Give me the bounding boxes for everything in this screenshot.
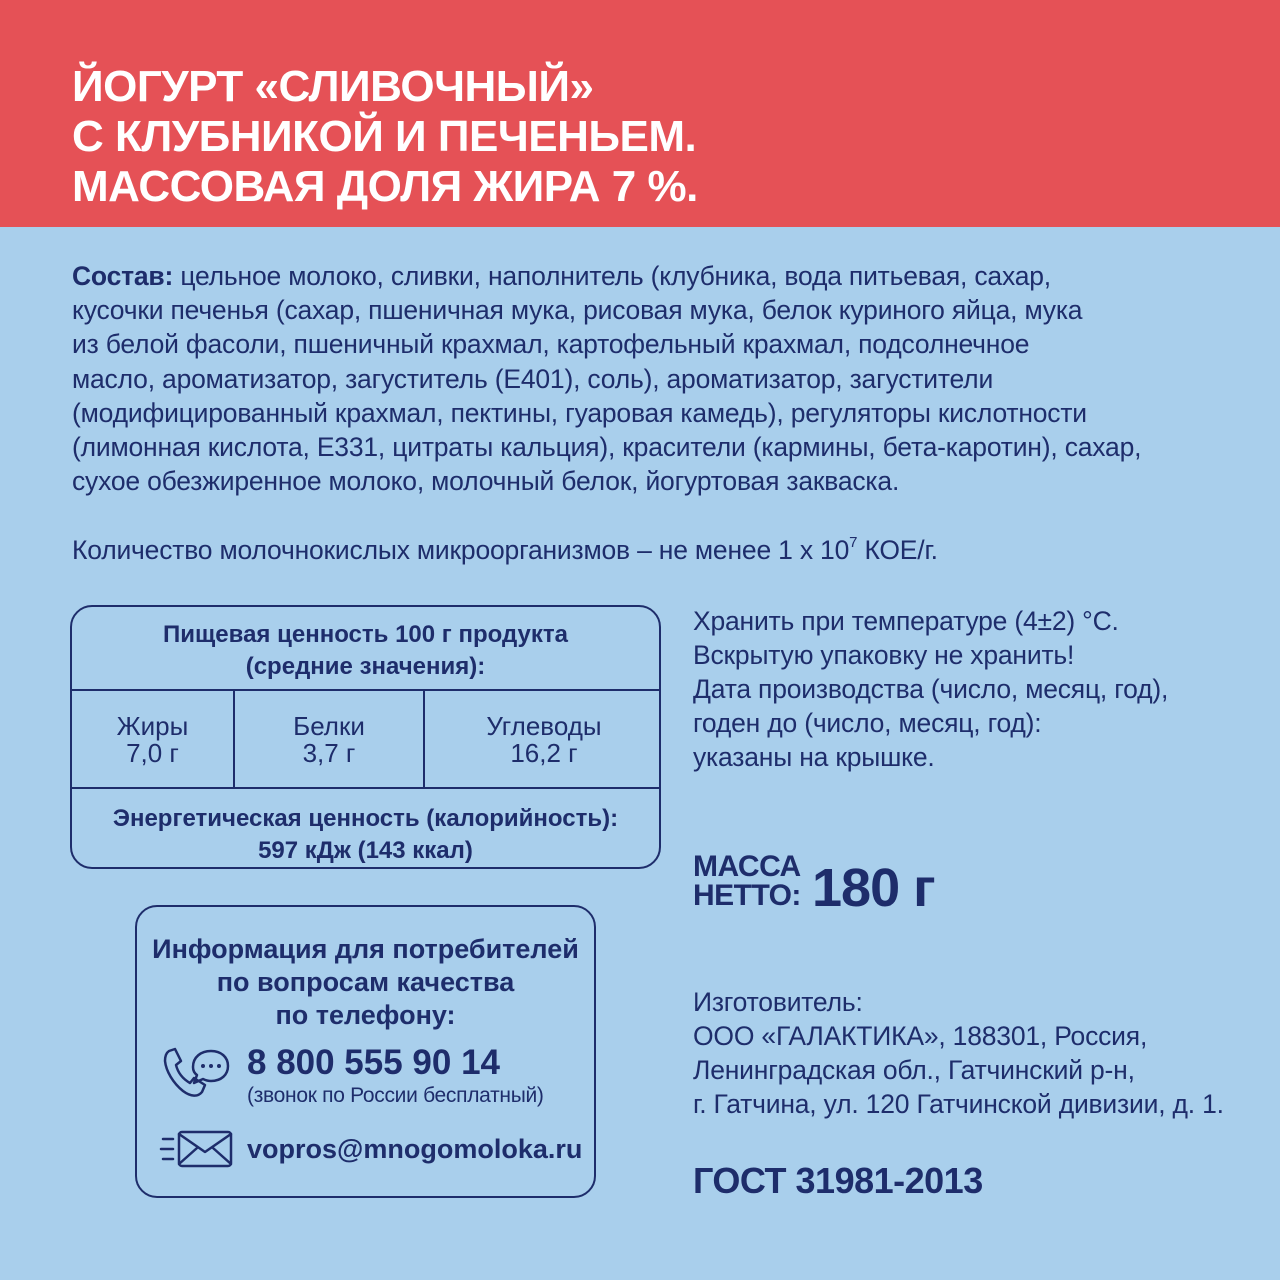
header-banner (0, 0, 1280, 227)
nutrition-table (70, 605, 661, 869)
composition-line-4: масло, ароматизатор, загуститель (Е401), соль), ароматизатор, загустители (72, 364, 994, 394)
consumer-info-title (137, 933, 594, 1032)
manufacturer-line-2: ООО «ГАЛАКТИКА», 188301, Россия, (693, 1021, 1148, 1051)
nutrition-cell-fats (72, 691, 235, 787)
nutrition-title-line-2: (средние значения): (245, 653, 486, 680)
composition-line-2: кусочки печенья (сахар, пшеничная мука, рисовая мука, белок куриного яйца, мука (72, 295, 1083, 325)
microorganisms-text: Количество молочнокислых микроорганизмов – не менее 1 х 10 (72, 535, 850, 565)
nutrition-title-line-1: Пищевая ценность 100 г продукта (163, 621, 568, 648)
phone-chat-icon (161, 1045, 231, 1101)
composition-line-5: (модифицированный крахмал, пектины, гуаровая камедь), регуляторы кислотности (72, 398, 1087, 428)
nutrition-proteins-value: 3,7 г (302, 738, 356, 768)
nutrition-cell-proteins (235, 691, 425, 787)
composition-line-6: (лимонная кислота, Е331, цитраты кальция), красители (кармины, бета-каротин), сахар, (72, 432, 1142, 462)
nutrition-carbs-value: 16,2 г (510, 738, 578, 768)
composition-text-1: цельное молоко, сливки, наполнитель (клубника, вода питьевая, сахар, (173, 261, 1051, 291)
storage-line-4: годен до (число, месяц, год): (693, 708, 1042, 738)
nutrition-energy-label: Энергетическая ценность (калорийность): (112, 805, 619, 832)
net-weight-label-line-2: НЕТТО: (693, 879, 801, 912)
nutrition-fats-value: 7,0 г (126, 738, 179, 768)
nutrition-fats-label: Жиры (116, 711, 189, 741)
storage-line-3: Дата производства (число, месяц, год), (693, 674, 1169, 704)
product-title-line-2: С КЛУБНИКОЙ И ПЕЧЕНЬЕМ. (72, 112, 697, 161)
phone-number[interactable]: 8 800 555 90 14 (247, 1043, 501, 1082)
microorganisms-exponent: 7 (849, 534, 858, 551)
microorganisms-suffix: КОЕ/г. (857, 535, 938, 565)
consumer-info-title-line-1: Информация для потребителей (152, 934, 579, 964)
nutrition-carbs-label: Углеводы (486, 711, 602, 741)
manufacturer-line-4: г. Гатчина, ул. 120 Гатчинской дивизии, д. 1. (693, 1089, 1224, 1119)
manufacturer-line-1: Изготовитель: (693, 987, 863, 1017)
consumer-info-title-line-3: по телефону: (275, 1000, 456, 1030)
consumer-info-box (135, 905, 596, 1198)
composition-label: Состав: (72, 261, 174, 291)
manufacturer-line-3: Ленинградская обл., Гатчинский р-н, (693, 1055, 1135, 1085)
product-title-line-3: МАССОВАЯ ДОЛЯ ЖИРА 7 %. (72, 162, 698, 211)
composition-line-1 (72, 259, 1051, 293)
composition-line-3: из белой фасоли, пшеничный крахмал, картофельный крахмал, подсолнечное (72, 329, 1030, 359)
nutrition-energy (72, 789, 659, 869)
gost-standard: ГОСТ 31981-2013 (693, 1160, 983, 1201)
nutrition-title (72, 607, 659, 691)
composition-line-7: сухое обезжиренное молоко, молочный белок, йогуртовая закваска. (72, 466, 900, 496)
phone-note: (звонок по России бесплатный) (247, 1084, 544, 1107)
storage-line-5: указаны на крышке. (693, 742, 935, 772)
consumer-info-title-line-2: по вопросам качества (216, 967, 515, 997)
storage-line-1: Хранить при температуре (4±2) °С. (693, 606, 1119, 636)
storage-line-2: Вскрытую упаковку не хранить! (693, 640, 1075, 670)
net-weight-value: 180 г (812, 858, 935, 918)
envelope-icon (159, 1129, 235, 1169)
net-weight-label-line-1: МАССА (693, 850, 801, 883)
nutrition-proteins-label: Белки (293, 711, 365, 741)
nutrition-cell-carbs (425, 691, 661, 787)
microorganisms-note (72, 533, 938, 567)
net-weight-label (693, 852, 801, 910)
product-title-line-1: ЙОГУРТ «СЛИВОЧНЫЙ» (72, 62, 594, 111)
nutrition-values-row (72, 691, 659, 789)
nutrition-energy-value: 597 кДж (143 ккал) (258, 837, 473, 864)
email-link[interactable]: vopros@mnogomoloka.ru (247, 1134, 583, 1164)
